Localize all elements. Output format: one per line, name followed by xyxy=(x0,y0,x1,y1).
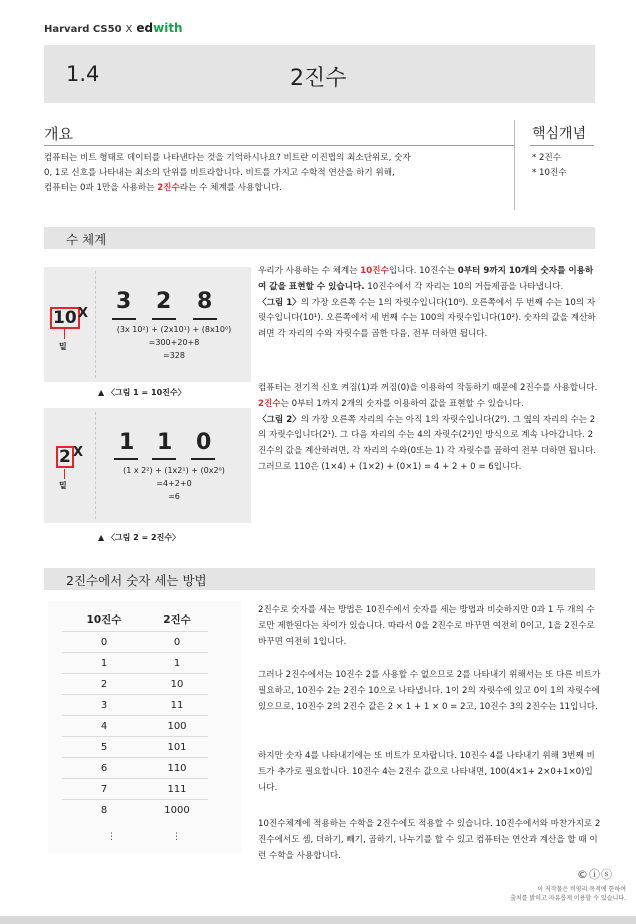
paragraph-counting-2: 그러나 2진수에서는 10진수 2를 사용할 수 없으므로 2를 나타내기 위해서는 또 다른 비트가 필요하고, 10진수 2는 2진수 10으로 나타냅니다. 1이 2의 자릿수에 있고 0이 1의 자릿수에 있으므로, 10진수 2의 2진수 값은 2 × 1 + 1 × 0 = 2고, 10진수 3의 2진수는 11입니다. xyxy=(258,670,601,712)
creative-commons-icon: ©ⓘⓢ xyxy=(577,868,613,881)
overview-divider xyxy=(44,145,514,146)
keywords-divider xyxy=(530,145,594,146)
base-label: 밑 xyxy=(59,481,67,490)
base-box: 2 xyxy=(56,446,74,468)
base-pointer xyxy=(64,329,65,339)
figure-dashed-line xyxy=(95,271,96,378)
table-cell: 1 xyxy=(62,653,146,674)
column-header: 10진수 xyxy=(86,613,122,626)
table-cell: 5 xyxy=(62,737,146,758)
bottom-bar xyxy=(0,916,636,924)
table-row xyxy=(62,758,208,779)
paragraph-counting-1: 2진수로 숫자를 세는 방법은 10진수에서 숫자를 세는 방법과 비슷하지만 0과 1 두 개의 수로만 제한된다는 차이가 있습니다. 따라서 0을 2진수로 바꾸면 여전히 0이고, 1을 2진수로 바꾸면 여전히 1입니다. xyxy=(258,605,595,647)
figure-decimal xyxy=(44,267,251,382)
digit: 1 xyxy=(157,430,173,455)
table-cell: 6 xyxy=(62,758,146,779)
keyword-item: * 10진수 xyxy=(532,168,567,178)
overview-text: 컴퓨터는 비트 형태로 데이터를 나타낸다는 것을 기억하시나요? 비트란 이진법의 최소단위로, 숫자 0, 1로 신호를 나타내는 최소의 단위를 비트라합니다. 비트를 가지고 수학적 연산을 하기 위해, 컴퓨터는 0과 1만을 사용하는 2진수라는 수 체계를 사용합니다. xyxy=(44,153,411,193)
digit: 2 xyxy=(156,289,172,314)
digit-underline xyxy=(112,318,136,320)
keyword-item: * 2진수 xyxy=(532,153,562,163)
table-cell: 3 xyxy=(62,695,146,716)
figure-binary xyxy=(44,408,251,523)
section-title: 수 체계 xyxy=(66,232,107,247)
paragraph-counting-3: 하지만 숫자 4를 나타내기에는 또 비트가 모자랍니다. 10진수 4를 나타내기 위해 3번째 비트가 추가로 필요합니다. 10진수 4는 2진수 값으로 나타내면, 100(4×1+ 2×0+1×0)입니다. xyxy=(258,751,595,793)
digit: 3 xyxy=(116,289,132,314)
table-row xyxy=(62,674,208,695)
table-cell: 0 xyxy=(62,632,146,653)
table-row xyxy=(62,737,208,758)
digit: 1 xyxy=(119,430,135,455)
table-row xyxy=(62,695,208,716)
digit-underline xyxy=(152,318,176,320)
table-row xyxy=(62,716,208,737)
table-cell: 1000 xyxy=(146,800,208,821)
paragraph-decimal: 우리가 사용하는 수 체계는 10진수입니다. 10진수는 0부터 9까지 10개의 숫자를 이용하여 값을 표현할 수 있습니다. 10진수에서 각 자리는 10의 거듭제곱을 나타냅니다. 〈그림 1〉의 가장 오른쪽 수는 1의 자릿수입니다(10⁰). 오른쪽에서 두 번째 수는 10의 자릿수입니다(10¹). 오른쪽에서 세 번째 수는 100의 자릿수입니다(10²). 숫자의 값을 계산하려면 각 자리의 수와 자릿수를 곱한 다음, 전부 더하면 됩니다. xyxy=(258,266,596,340)
keywords-list xyxy=(532,151,567,181)
conversion-table xyxy=(62,607,208,820)
base-exponent-x: X xyxy=(73,445,84,460)
brand-harvard: Harvard CS50 xyxy=(44,24,122,35)
table-cell: 101 xyxy=(146,737,208,758)
digit-underline xyxy=(193,318,217,320)
column-header: 2진수 xyxy=(163,613,191,626)
table-row xyxy=(62,800,208,821)
base-label: 밑 xyxy=(59,342,67,351)
figure-caption: ▲ 〈그림 2 = 2진수〉 xyxy=(98,533,181,542)
calculation: (3x 10²) + (2x10¹) + (8x10⁰) =300+20+8 =328 xyxy=(116,325,232,360)
digit-underline xyxy=(114,458,138,460)
table-cell: 0 xyxy=(146,632,208,653)
base-exponent-x: X xyxy=(78,306,89,321)
table-cell: 100 xyxy=(146,716,208,737)
digit-underline xyxy=(191,458,215,460)
digit: 0 xyxy=(196,430,212,455)
ellipsis-vertical: ⋮ xyxy=(107,832,116,842)
brand-separator: X xyxy=(125,24,133,35)
digit: 8 xyxy=(197,289,213,314)
calculation: (1 x 2²) + (1x2¹) + (0x2⁰) =4+2+0 =6 xyxy=(123,466,225,501)
section-title: 2진수에서 숫자 세는 방법 xyxy=(66,573,207,588)
overview-heading: 개요 xyxy=(44,125,73,143)
digit-underline xyxy=(152,458,176,460)
page-title: 2진수 xyxy=(290,66,347,91)
table-row xyxy=(62,779,208,800)
chapter-number: 1.4 xyxy=(66,62,100,86)
table-cell: 4 xyxy=(62,716,146,737)
column-divider xyxy=(514,120,515,210)
table-header-row xyxy=(62,607,208,632)
base-box: 10 xyxy=(50,307,80,329)
license-text: 이 저작물은 비영리 목적에 한하여 출처를 밝히고 자유롭게 이용할 수 있습니다. xyxy=(510,886,626,902)
section-header-number-system xyxy=(44,227,595,249)
keywords-heading: 핵심개념 xyxy=(532,126,587,142)
figure-dashed-line xyxy=(95,412,96,519)
table-cell: 1 xyxy=(146,653,208,674)
table-cell: 111 xyxy=(146,779,208,800)
paragraph-counting-4: 10진수체계에 적용하는 수학을 2진수에도 적용할 수 있습니다. 10진수에서와 마찬가지로 2진수에서도 셈, 더하기, 빼기, 곱하기, 나누기를 할 수 있고 컴퓨터는 연산과 계산을 할 때 이런 수학을 사용합니다. xyxy=(258,819,601,861)
section-header-counting xyxy=(44,568,595,590)
paragraph-binary: 컴퓨터는 전기적 신호 켜짐(1)과 꺼짐(0)을 이용하여 작동하기 때문에 2진수를 사용합니다. 2진수는 0부터 1까지 2개의 숫자를 이용하여 값을 표현할 수 있습니다. 〈그림 2〉의 가장 오른쪽 자리의 수는 아직 1의 자릿수입니다(2⁰). 그 옆의 자리의 수는 2의 자릿수입니다(2¹). 그 다음 자리의 수는 4의 자릿수(2²)인 방식으로 계속 나아갑니다. 2진수의 값을 계산하려면, 각 자리의 수와(0또는 1) 각 자릿수를 곱하여 전부 더하면 됩니다. 그러므로 110은 (1×4) + (1×2) + (0×1) = 4 + 2 + 0 = 6입니다. xyxy=(258,383,598,472)
table-cell: 11 xyxy=(146,695,208,716)
table-row xyxy=(62,632,208,653)
ellipsis-vertical: ⋮ xyxy=(172,832,181,842)
table-cell: 110 xyxy=(146,758,208,779)
table-row xyxy=(62,653,208,674)
table-cell: 2 xyxy=(62,674,146,695)
brand-logo xyxy=(44,21,183,35)
table-cell: 10 xyxy=(146,674,208,695)
brand-edwith: edwith xyxy=(136,21,183,35)
figure-caption: ▲ 〈그림 1 = 10진수〉 xyxy=(98,388,186,397)
table-cell: 8 xyxy=(62,800,146,821)
table-cell: 7 xyxy=(62,779,146,800)
base-pointer xyxy=(64,469,65,479)
